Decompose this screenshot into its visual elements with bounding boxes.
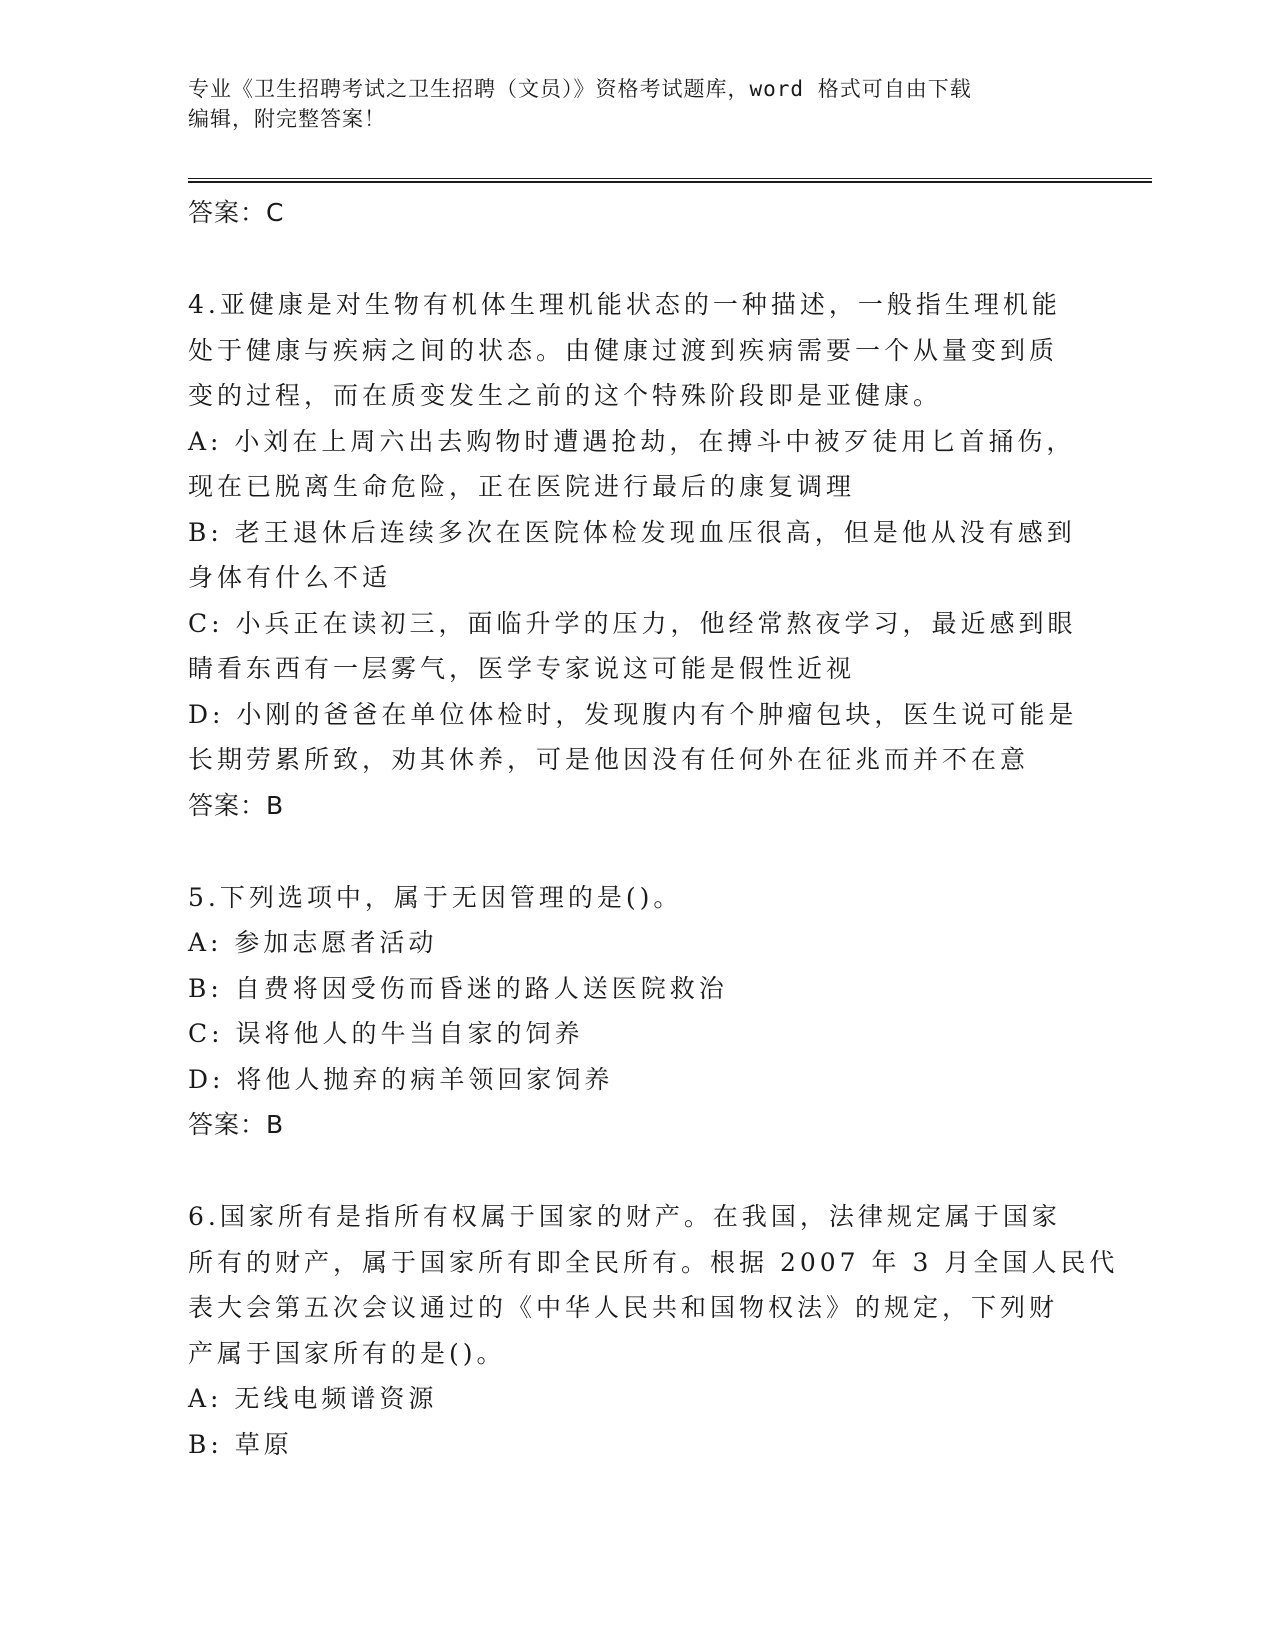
question-6-option-a: A: 无线电频谱资源 — [188, 1384, 438, 1413]
question-4 — [188, 282, 1088, 829]
question-content — [188, 190, 1119, 1467]
spacer — [188, 1148, 1088, 1194]
question-6-stem-line: 6.国家所有是指所有权属于国家的财产。在我国，法律规定属于国家 — [188, 1202, 1061, 1231]
question-5-stem-line: 5.下列选项中，属于无因管理的是()。 — [188, 882, 683, 912]
question-4-option-b-cont: 身体有什么不适 — [188, 563, 392, 592]
question-4-option-d: D: 小刚的爸爸在单位体检时，发现腹内有个肿瘤包块，医生说可能是 — [188, 699, 1078, 729]
question-5-option-c: C: 误将他人的牛当自家的饲养 — [188, 1019, 584, 1048]
header-divider-thick — [188, 181, 1152, 183]
question-6-stem-line: 产属于国家所有的是()。 — [188, 1338, 506, 1368]
question-5-option-b: B: 自费将因受伤而昏迷的路人送医院救治 — [188, 973, 728, 1003]
question-5-option-d: D: 将他人抛弃的病羊领回家饲养 — [188, 1064, 614, 1094]
question-4-stem-line: 处于健康与疾病之间的状态。由健康过渡到疾病需要一个从量变到质 — [188, 335, 1059, 365]
spacer — [188, 236, 1088, 282]
question-6-option-b: B: 草原 — [188, 1429, 293, 1459]
question-4-answer: 答案：B — [188, 790, 285, 820]
question-6-stem-line: 所有的财产，属于国家所有即全民所有。根据 2007 年 3 月全国人民代 — [188, 1247, 1119, 1277]
header-line-1: 专业《卫生招聘考试之卫生招聘（文员）》资格考试题库，word 格式可自由下载 — [188, 77, 972, 101]
document-header — [188, 74, 1088, 134]
question-4-option-c-cont: 睛看东西有一层雾气，医学专家说这可能是假性近视 — [188, 654, 856, 683]
question-4-option-b: B: 老王退休后连续多次在医院体检发现血压很高，但是他从没有感到 — [188, 517, 1076, 547]
question-4-stem-line: 4.亚健康是对生物有机体生理机能状态的一种描述，一般指生理机能 — [188, 290, 1061, 319]
question-5 — [188, 875, 1088, 1149]
question-4-option-a: A: 小刘在上周六出去购物时遭遇抢劫，在搏斗中被歹徒用匕首捅伤， — [188, 426, 1076, 456]
question-4-option-a-cont: 现在已脱离生命危险，正在医院进行最后的康复调理 — [188, 472, 856, 501]
question-4-stem-line: 变的过程，而在质变发生之前的这个特殊阶段即是亚健康。 — [188, 381, 943, 410]
header-line-2: 编辑，附完整答案！ — [188, 107, 386, 131]
question-4-option-d-cont: 长期劳累所致，劝其休养，可是他因没有任何外在征兆而并不在意 — [188, 745, 1030, 774]
question-5-option-a: A: 参加志愿者活动 — [188, 928, 438, 957]
question-4-option-c: C: 小兵正在读初三，面临升学的压力，他经常熬夜学习，最近感到眼 — [188, 608, 1077, 638]
spacer — [188, 829, 1088, 875]
question-5-answer: 答案：B — [188, 1110, 285, 1139]
header-divider-thin — [188, 178, 1152, 179]
answer-previous: 答案：C — [188, 198, 285, 227]
question-6 — [188, 1194, 1119, 1467]
question-6-stem-line: 表大会第五次会议通过的《中华人民共和国物权法》的规定，下列财 — [188, 1293, 1059, 1322]
